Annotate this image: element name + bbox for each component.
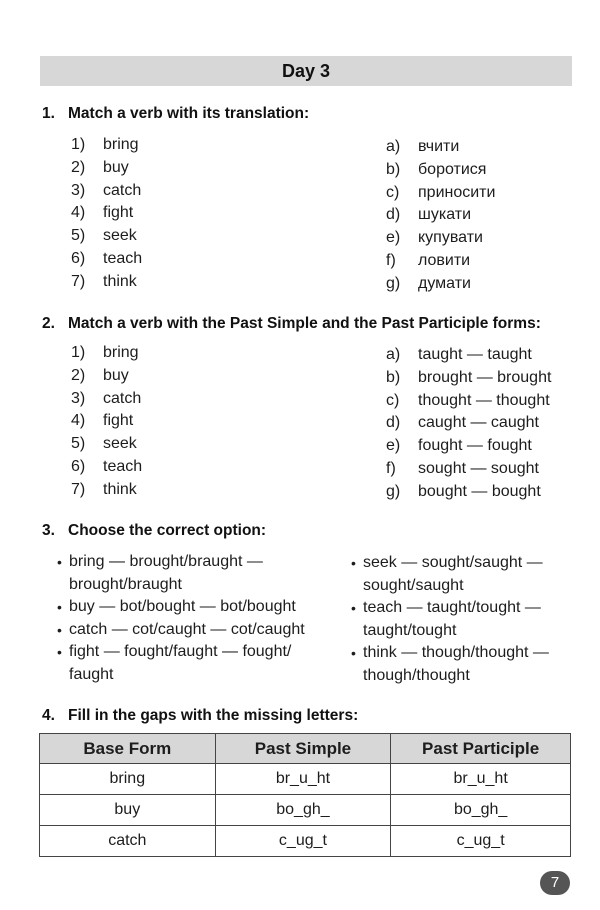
table-cell: catch — [40, 826, 216, 857]
task-2-title — [42, 315, 541, 333]
item-number: 2) — [71, 158, 86, 176]
item-text: think — [103, 480, 137, 498]
list-item — [57, 551, 347, 596]
option-line: • catch — cot/caught — cot/caught — [69, 620, 305, 638]
table-cell: bo_gh_ — [215, 795, 391, 826]
item-text: caught — caught — [418, 414, 539, 432]
list-item — [57, 596, 347, 619]
item-text: catch — [103, 389, 142, 407]
option-line: sought/saught — [363, 576, 464, 594]
day-banner — [40, 56, 572, 86]
item-text: bought — bought — [418, 482, 541, 500]
task-3-title — [42, 522, 266, 540]
item-letter: f) — [386, 251, 396, 269]
list-item — [386, 250, 495, 273]
item-text: brought — brought — [418, 368, 552, 386]
option-line: faught — [69, 665, 114, 683]
item-number: 5) — [71, 227, 86, 245]
list-item — [386, 344, 551, 367]
list-item — [71, 225, 142, 248]
table-header-row — [40, 734, 571, 764]
list-item — [386, 390, 551, 413]
item-letter: c) — [386, 391, 400, 409]
list-item — [386, 367, 551, 390]
item-number: 7) — [71, 480, 86, 498]
item-number: 6) — [71, 249, 86, 267]
option-line: though/thought — [363, 666, 470, 684]
item-number: 3) — [71, 181, 86, 199]
list-item — [71, 271, 142, 294]
task-instruction: Match a verb with its translation: — [68, 105, 310, 122]
list-item — [351, 552, 576, 597]
task-number: 1. — [42, 105, 55, 122]
item-text: seek — [103, 227, 137, 245]
item-number: 3) — [71, 389, 86, 407]
task-instruction: Choose the correct option: — [68, 522, 267, 539]
item-text: fight — [103, 412, 134, 430]
item-letter: b) — [386, 368, 401, 386]
page-number-badge — [540, 871, 570, 895]
list-item — [71, 410, 142, 433]
item-text: thought — thought — [418, 391, 550, 409]
item-number: 5) — [71, 435, 86, 453]
task-1-options — [386, 136, 495, 296]
item-text: вчити — [418, 138, 460, 155]
list-item — [71, 248, 142, 271]
item-number: 7) — [71, 272, 86, 290]
item-letter: d) — [386, 414, 401, 432]
item-letter: a) — [386, 138, 401, 155]
item-letter: e) — [386, 437, 401, 455]
item-letter: a) — [386, 346, 401, 363]
item-text: думати — [418, 274, 471, 292]
item-text: think — [103, 272, 137, 290]
item-text: teach — [103, 457, 143, 475]
option-line: • bring — brought/braught — — [69, 553, 263, 570]
item-letter: c) — [386, 183, 400, 201]
item-text: шукати — [418, 206, 471, 224]
item-text: seek — [103, 435, 137, 453]
option-line: • think — though/thought — — [363, 644, 549, 661]
list-item — [351, 642, 576, 687]
item-text: bring — [103, 344, 139, 361]
table-cell: buy — [40, 795, 216, 826]
task-number: 3. — [42, 522, 55, 539]
item-letter: b) — [386, 160, 401, 178]
option-line: • fight — fought/faught — fought/ — [69, 643, 292, 660]
task-2-options — [386, 344, 551, 504]
list-item — [386, 273, 495, 296]
list-item — [71, 456, 142, 479]
page-title: Day 3 — [281, 61, 331, 81]
table-row — [40, 826, 571, 857]
item-text: fought — fought — [418, 437, 532, 455]
list-item — [71, 134, 142, 157]
column-header: Base Form — [40, 734, 216, 764]
list-item — [386, 412, 551, 435]
list-item — [57, 641, 347, 686]
item-text: buy — [103, 366, 129, 384]
task-number: 2. — [42, 315, 55, 332]
option-line: taught/tought — [363, 621, 457, 639]
list-item — [71, 365, 142, 388]
item-text: catch — [103, 181, 142, 199]
task-2-verbs — [71, 342, 142, 502]
item-letter: g) — [386, 274, 401, 292]
list-item — [71, 342, 142, 365]
page-number: 7 — [550, 874, 560, 891]
list-item — [386, 159, 495, 182]
list-item — [71, 157, 142, 180]
list-item — [71, 388, 142, 411]
item-text: купувати — [418, 229, 483, 247]
task-4-title — [42, 707, 358, 725]
item-letter: d) — [386, 206, 401, 224]
item-letter: e) — [386, 229, 401, 247]
item-text: bring — [103, 136, 139, 153]
column-header: Past Participle — [391, 734, 571, 764]
gap-fill-table — [39, 733, 571, 857]
task-number: 4. — [42, 707, 55, 724]
task-3-left-options — [57, 551, 347, 686]
option-line: brought/braught — [69, 575, 182, 593]
item-text: приносити — [418, 183, 496, 201]
task-1-title — [42, 105, 309, 123]
task-instruction: Fill in the gaps with the missing letters: — [68, 707, 359, 724]
list-item — [386, 182, 495, 205]
task-1-verbs — [71, 134, 142, 294]
list-item — [57, 619, 347, 642]
option-line: • teach — taught/tought — — [363, 599, 541, 616]
list-item — [71, 202, 142, 225]
item-text: sought — sought — [418, 459, 539, 477]
item-number: 1) — [71, 344, 86, 361]
table-row — [40, 764, 571, 795]
item-number: 6) — [71, 457, 86, 475]
column-header: Past Simple — [215, 734, 391, 764]
list-item — [386, 227, 495, 250]
list-item — [351, 597, 576, 642]
item-text: fight — [103, 204, 134, 222]
option-line: • seek — sought/saught — — [363, 554, 543, 571]
item-text: teach — [103, 249, 143, 267]
item-letter: f) — [386, 459, 396, 477]
table-cell: c_ug_t — [391, 826, 571, 857]
task-3-right-options — [351, 552, 576, 687]
list-item — [386, 481, 551, 504]
list-item — [71, 180, 142, 203]
list-item — [71, 433, 142, 456]
item-text: боротися — [418, 160, 487, 178]
list-item — [386, 136, 495, 159]
item-text: ловити — [418, 251, 471, 269]
item-number: 4) — [71, 412, 86, 430]
item-letter: g) — [386, 482, 401, 500]
table-cell: br_u_ht — [215, 764, 391, 795]
table-row — [40, 795, 571, 826]
list-item — [71, 479, 142, 502]
table-cell: br_u_ht — [391, 764, 571, 795]
item-text: taught — taught — [418, 346, 532, 363]
item-number: 1) — [71, 136, 86, 153]
list-item — [386, 435, 551, 458]
table-cell: bo_gh_ — [391, 795, 571, 826]
list-item — [386, 458, 551, 481]
list-item — [386, 204, 495, 227]
item-text: buy — [103, 158, 129, 176]
table-cell: bring — [40, 764, 216, 795]
option-line: • buy — bot/bought — bot/bought — [69, 598, 296, 615]
table-cell: c_ug_t — [215, 826, 391, 857]
item-number: 2) — [71, 366, 86, 384]
item-number: 4) — [71, 204, 86, 222]
task-instruction: Match a verb with the Past Simple and the Past Participle forms: — [68, 315, 541, 332]
